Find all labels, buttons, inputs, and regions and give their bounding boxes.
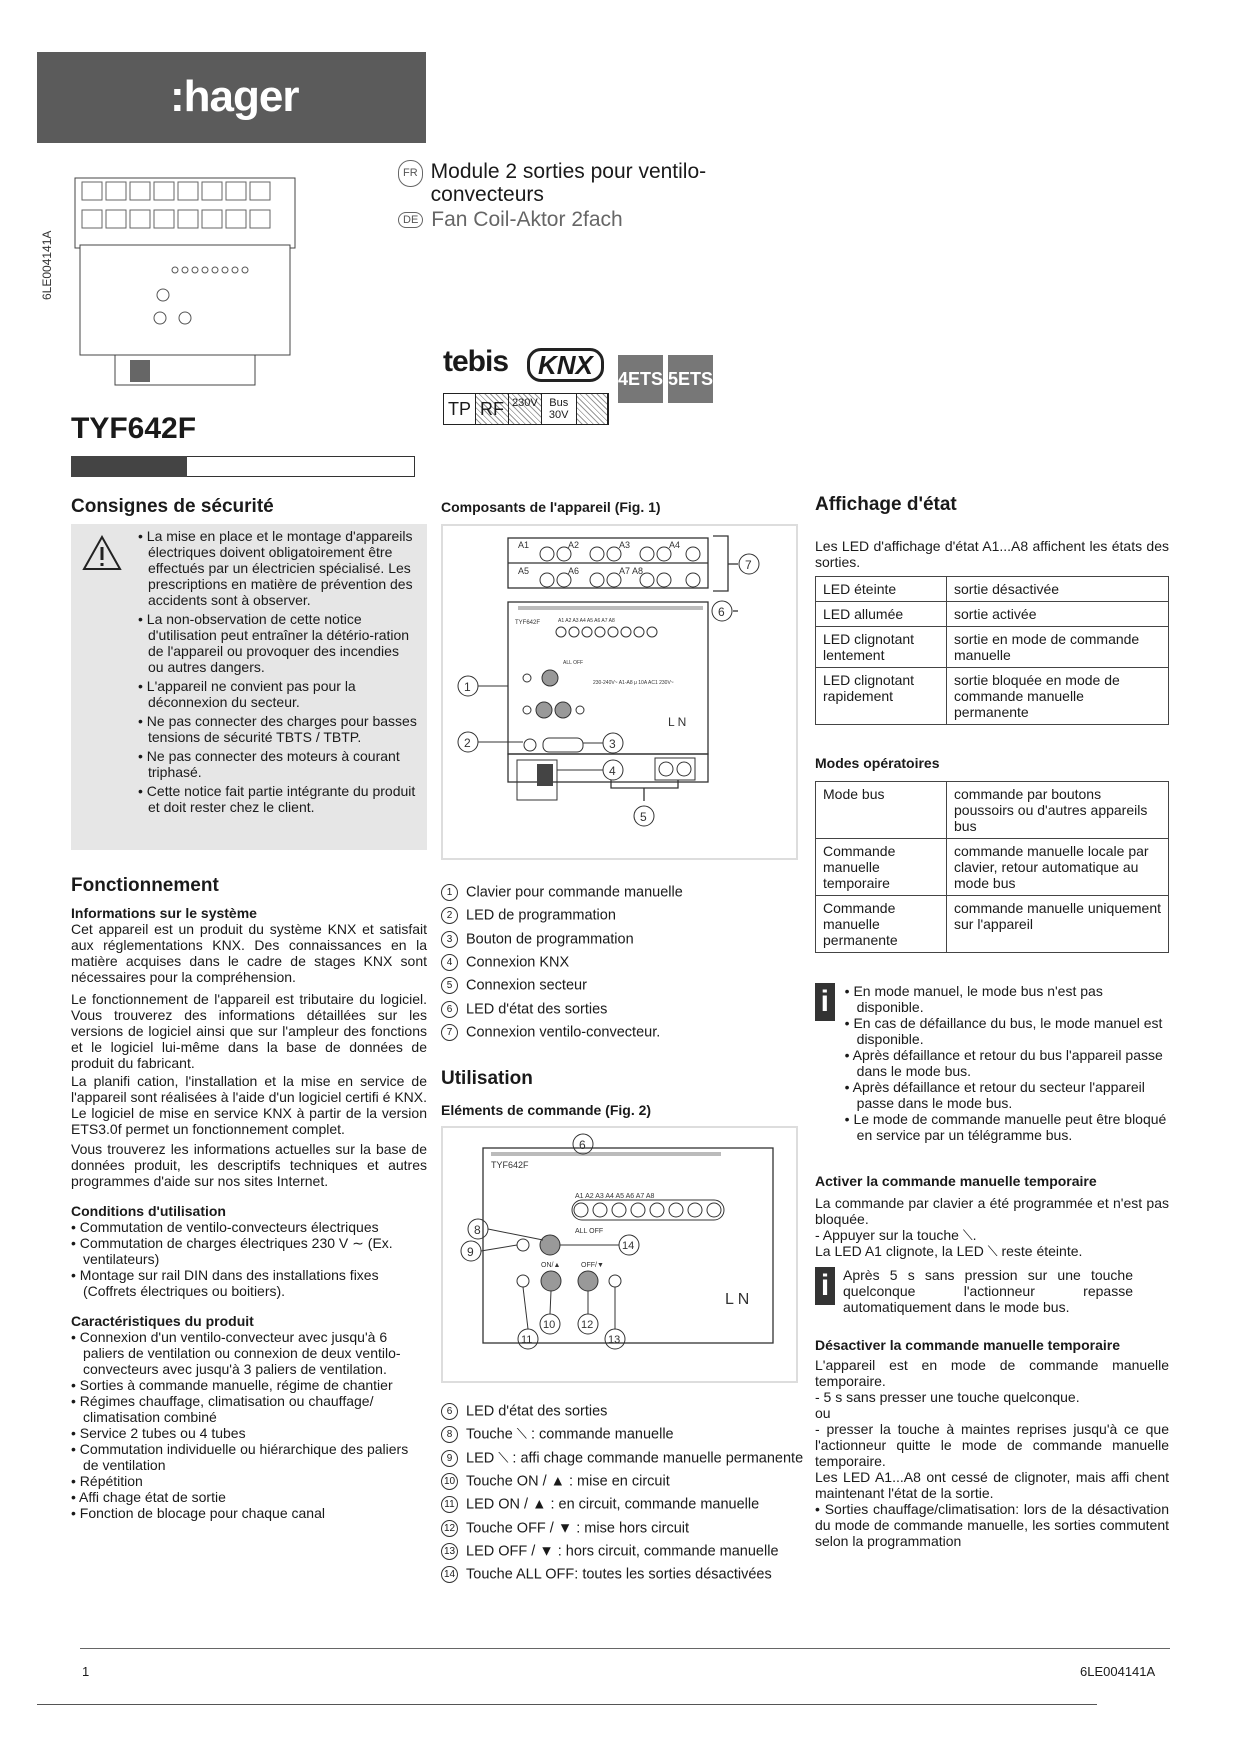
caract-item: • Régimes chauffage, climatisation ou chauffage/ climatisation combiné [71,1393,374,1425]
safety-heading: Consignes de sécurité [71,496,274,517]
fig1-heading: Composants de l'appareil (Fig. 1) [441,499,661,515]
safety-item: • Ne pas connecter des moteurs à courant triphasé. [138,748,400,780]
caract-item: • Commutation individuelle ou hiérarchique des paliers de ventilation [71,1441,409,1473]
safety-item: • Ne pas connecter des charges pour basses tensions de sécurité TBTS / TBTP. [138,713,417,745]
activer-heading: Activer la commande manuelle temporaire [815,1173,1097,1189]
fonctionnement-p3: La planifi cation, l'installation et la mise en service de l'appareil sont réalisées à l'aide d'un logiciel certifi é KNX. Le logiciel de mise en service KNX à partir de la version ETS3.0f permet un fonctionnement complet. [71,1073,427,1137]
desactiver-heading: Désactiver la commande manuelle temporaire [815,1337,1121,1353]
safety-item: • Cette notice fait partie intégrante du produit et doit rester chez le client. [138,783,416,815]
affichage-table [815,576,1169,725]
column-3 [815,494,1169,1549]
product-title-de [398,208,623,232]
legend-item: 4 Connexion KNX [441,954,796,971]
caracteristiques-heading: Caractéristiques du produit [71,1313,254,1329]
fig2-callout-10: 10 [543,1319,556,1331]
fonctionnement-section [71,875,427,1521]
affichage-intro: Les LED d'affichage d'état A1...A8 affichent les états des sorties. [815,538,1169,570]
safety-item: • L'appareil ne convient pas pour la déconnexion du secteur. [138,678,356,710]
table-row: LED allumée sortie activée [816,602,1169,627]
modes-table [815,781,1169,953]
side-document-code: 6LE004141A [40,230,54,300]
fig1-callout-3: 3 [609,737,616,751]
fig1-callout-7: 7 [745,558,752,572]
legend-item: 14 Touche ALL OFF: toutes les sorties désactivées [441,1566,811,1583]
fig2-off: OFF/▼ [581,1262,604,1269]
caract-item: • Service 2 tubes ou 4 tubes [71,1425,246,1441]
note-item: • En cas de défaillance du bus, le mode manuel est disponible. [844,1015,1163,1047]
activer-note [815,1267,1169,1315]
fig2-ln: L N [725,1291,750,1308]
note-item: • Après défaillance et retour du secteur l'appareil passe dans le mode bus. [844,1079,1145,1111]
fig2-callout-6: 6 [579,1138,586,1152]
fig2-all-off: ALL OFF [575,1228,604,1235]
legend-item: 1 Clavier pour commande manuelle [441,884,796,901]
fonctionnement-p4: Vous trouverez les informations actuelles sur la base de données produit, les descriptifs techniques et autres programmes d'aide sur nos sites Internet. [71,1141,427,1189]
caract-item: • Sorties à commande manuelle, régime de chantier [71,1377,393,1393]
fig2-callout-9: 9 [467,1245,474,1259]
fig1-term-a4: A4 [669,540,681,550]
fig2-on: ON/▲ [541,1262,561,1269]
brand-logo: :hager [170,72,299,121]
note-item: • Le mode de commande manuelle peut être bloqué en service par un télégramme bus. [844,1111,1167,1143]
media-bus: Bus 30V [542,394,577,424]
fig2-callout-8: 8 [474,1223,481,1237]
fig2-legend [441,1403,811,1590]
media-icon [577,394,608,424]
activer-p2: - Appuyer sur la touche ⟍. [815,1227,977,1243]
utilisation-heading: Utilisation [441,1068,533,1089]
safety-item: • La non-observation de cette notice d'utilisation peut entraîner la détério-ration de l'appareil ou provoquer des incendies ou autres dangers. [138,611,410,675]
legend-item: 8 Touche ⟍ : commande manuelle [441,1426,811,1443]
fig2-callout-11: 11 [521,1334,533,1346]
legend-item: 12 Touche OFF / ▼ : mise hors circuit [441,1520,811,1537]
desactiver-p5: Les LED A1...A8 ont cessé de clignoter, mais affi chent maintenant l'état de la sortie. [815,1469,1169,1501]
fig1-term-a7a8: A7 A8 [619,566,644,576]
fig1-device-label: TYF642F [515,620,541,626]
fig1-ln: L N [668,715,687,729]
legend-item: 7 Connexion ventilo-convecteur. [441,1024,796,1041]
legend-item: 9 LED ⟍ : affi chage commande manuelle permanente [441,1450,811,1467]
legend-item: 6 LED d'état des sorties [441,1403,811,1420]
caract-item: • Répétition [71,1473,143,1489]
condition-item: • Commutation de ventilo-convecteurs électriques [71,1219,379,1235]
fig1-callout-6: 6 [718,605,725,619]
product-title-fr [398,160,758,206]
legend-item: 6 LED d'état des sorties [441,1001,796,1018]
table-row: Mode bus commande par boutons poussoirs ou d'autres appareils bus [816,782,1169,839]
media-badges [443,393,609,425]
tebis-logo: tebis [443,345,509,378]
fig1-term-a1: A1 [518,540,530,550]
ets4-badge: 4ETS [618,355,663,403]
table-row: LED clignotant lentement sortie en mode de commande manuelle [816,627,1169,668]
caract-item: • Fonction de blocage pour chaque canal [71,1505,325,1521]
desactiver-p2: - 5 s sans presser une touche quelconque. [815,1389,1080,1405]
legend-item: 13 LED OFF / ▼ : hors circuit, commande manuelle [441,1543,811,1560]
lang-badge-fr: FR [398,160,423,187]
model-number: TYF642F [71,412,197,445]
lang-badge-de: DE [398,212,423,228]
ets5-badge: 5ETS [668,355,713,403]
affichage-heading: Affichage d'état [815,494,957,515]
legend-item: 11 LED ON / ▲ : en circuit, commande manuelle [441,1496,811,1513]
legend-item: 3 Bouton de programmation [441,931,796,948]
fig1-all-off: ALL OFF [563,660,584,666]
activer-p3: La LED A1 clignote, la LED ⟍ reste éteinte. [815,1243,1083,1259]
fig1-callout-2: 2 [464,736,471,750]
info-systeme-heading: Informations sur le système [71,905,257,921]
device-illustration [70,170,305,390]
page-number: 1 [82,1664,90,1679]
fig1-led-labels: A1 A2 A3 A4 A5 A6 A7 A8 [558,618,615,624]
media-tp: TP [444,394,476,424]
desactiver-p3: ou [815,1405,831,1421]
fig2-diagram [443,1128,794,1379]
footer-rule [80,1648,1170,1649]
note-item: • Après défaillance et retour du bus l'appareil passe dans le mode bus. [844,1047,1163,1079]
conditions-heading: Conditions d'utilisation [71,1203,226,1219]
fonctionnement-heading: Fonctionnement [71,875,219,896]
fig1-callout-1: 1 [464,680,471,694]
fig1-callout-4: 4 [609,764,616,778]
fig2-callout-12: 12 [581,1319,594,1331]
fig2-led-labels: A1 A2 A3 A4 A5 A6 A7 A8 [575,1193,655,1200]
table-row: Commande manuelle temporaire commande manuelle locale par clavier, retour automatique au mode bus [816,839,1169,896]
info-icon: i [815,983,835,1021]
fig2-callout-13: 13 [608,1334,621,1346]
media-230v: 230V [509,394,542,424]
legend-item: 10 Touche ON / ▲ : mise en circuit [441,1473,811,1490]
modes-heading: Modes opératoires [815,755,940,771]
fonctionnement-p2: Le fonctionnement de l'appareil est tributaire du logiciel. Vous trouverez des informations détaillées sur les versions de logiciel ainsi que sur l'ampleur des fonctions et le logiciel lui-même dans la base de données de produit du fabricant. [71,991,427,1071]
note-item: • En mode manuel, le mode bus n'est pas disponible. [844,983,1103,1015]
fig2-device-label: TYF642F [491,1160,529,1170]
media-rf: RF [476,394,509,424]
caract-item: • Affi chage état de sortie [71,1489,226,1505]
safety-list [138,528,418,818]
footer-bottom-rule [37,1704,1097,1705]
fig1-term-a2: A2 [568,540,580,550]
model-bar-fill [71,456,187,477]
legend-item: 5 Connexion secteur [441,977,796,994]
table-row: LED clignotant rapidement sortie bloquée en mode de commande manuelle permanente [816,668,1169,725]
activer-p1: La commande par clavier a été programmée et n'est pas bloquée. [815,1195,1169,1227]
warning-icon [82,535,122,571]
modes-notes [815,983,1169,1143]
condition-item: • Commutation de charges électriques 230 V ∼ (Ex. ventilateurs) [71,1235,393,1267]
desactiver-p1: L'appareil est en mode de commande manuelle temporaire. [815,1357,1169,1389]
desactiver-p4: - presser la touche à maintes reprises jusqu'à ce que l'actionneur quitte le mode de commande manuelle temporaire. [815,1421,1169,1469]
table-row: LED éteinte sortie désactivée [816,577,1169,602]
fig1-diagram [443,526,794,856]
knx-logo: KNX [527,348,604,382]
activer-note-text: Après 5 s sans pression sur une touche quelconque l'actionneur repasse automatiquement dans le mode bus. [843,1267,1133,1315]
desactiver-p6: • Sorties chauffage/climatisation: lors de la désactivation du mode de commande manuelle, les sorties commutent selon la programmation [815,1501,1169,1549]
fig1-term-a3: A3 [619,540,631,550]
fig2-heading: Eléments de commande (Fig. 2) [441,1102,652,1118]
title-fr-text: Module 2 sorties pour ventilo-convecteurs [430,160,707,206]
fig1-callout-5: 5 [640,810,647,824]
title-de-text: Fan Coil-Aktor 2fach [431,208,623,231]
fig1-term-a6: A6 [568,566,580,576]
info-icon: i [815,1267,835,1305]
fig1-rating: 230-240V~ A1-A8 μ 10A AC1 230V~ [593,680,674,686]
fig2-callout-14: 14 [622,1240,635,1252]
caract-item: • Connexion d'un ventilo-convecteur avec jusqu'à 6 paliers de ventilation ou connexion de deux ventilo-convecteurs avec jusqu'à 3 paliers de ventilation. [71,1329,401,1377]
fig1-legend [441,884,796,1047]
table-row: Commande manuelle permanente commande manuelle uniquement sur l'appareil [816,896,1169,953]
safety-item: • La mise en place et le montage d'appareils électriques doivent obligatoirement être effectués par un électricien spécialisé. Les prescriptions en matière de prévention des accidents sont à observer. [138,528,413,608]
footer-doc-code: 6LE004141A [1080,1664,1156,1679]
condition-item: • Montage sur rail DIN dans des installations fixes (Coffrets électriques ou boitiers). [71,1267,379,1299]
fonctionnement-p1: Cet appareil est un produit du système KNX et satisfait aux réglementations KNX. Des connaissances en la matière acquises dans le cadre de stages KNX sont nécessaires pour la compréhension. [71,921,427,985]
fig1-term-a5: A5 [518,566,530,576]
legend-item: 2 LED de programmation [441,907,796,924]
